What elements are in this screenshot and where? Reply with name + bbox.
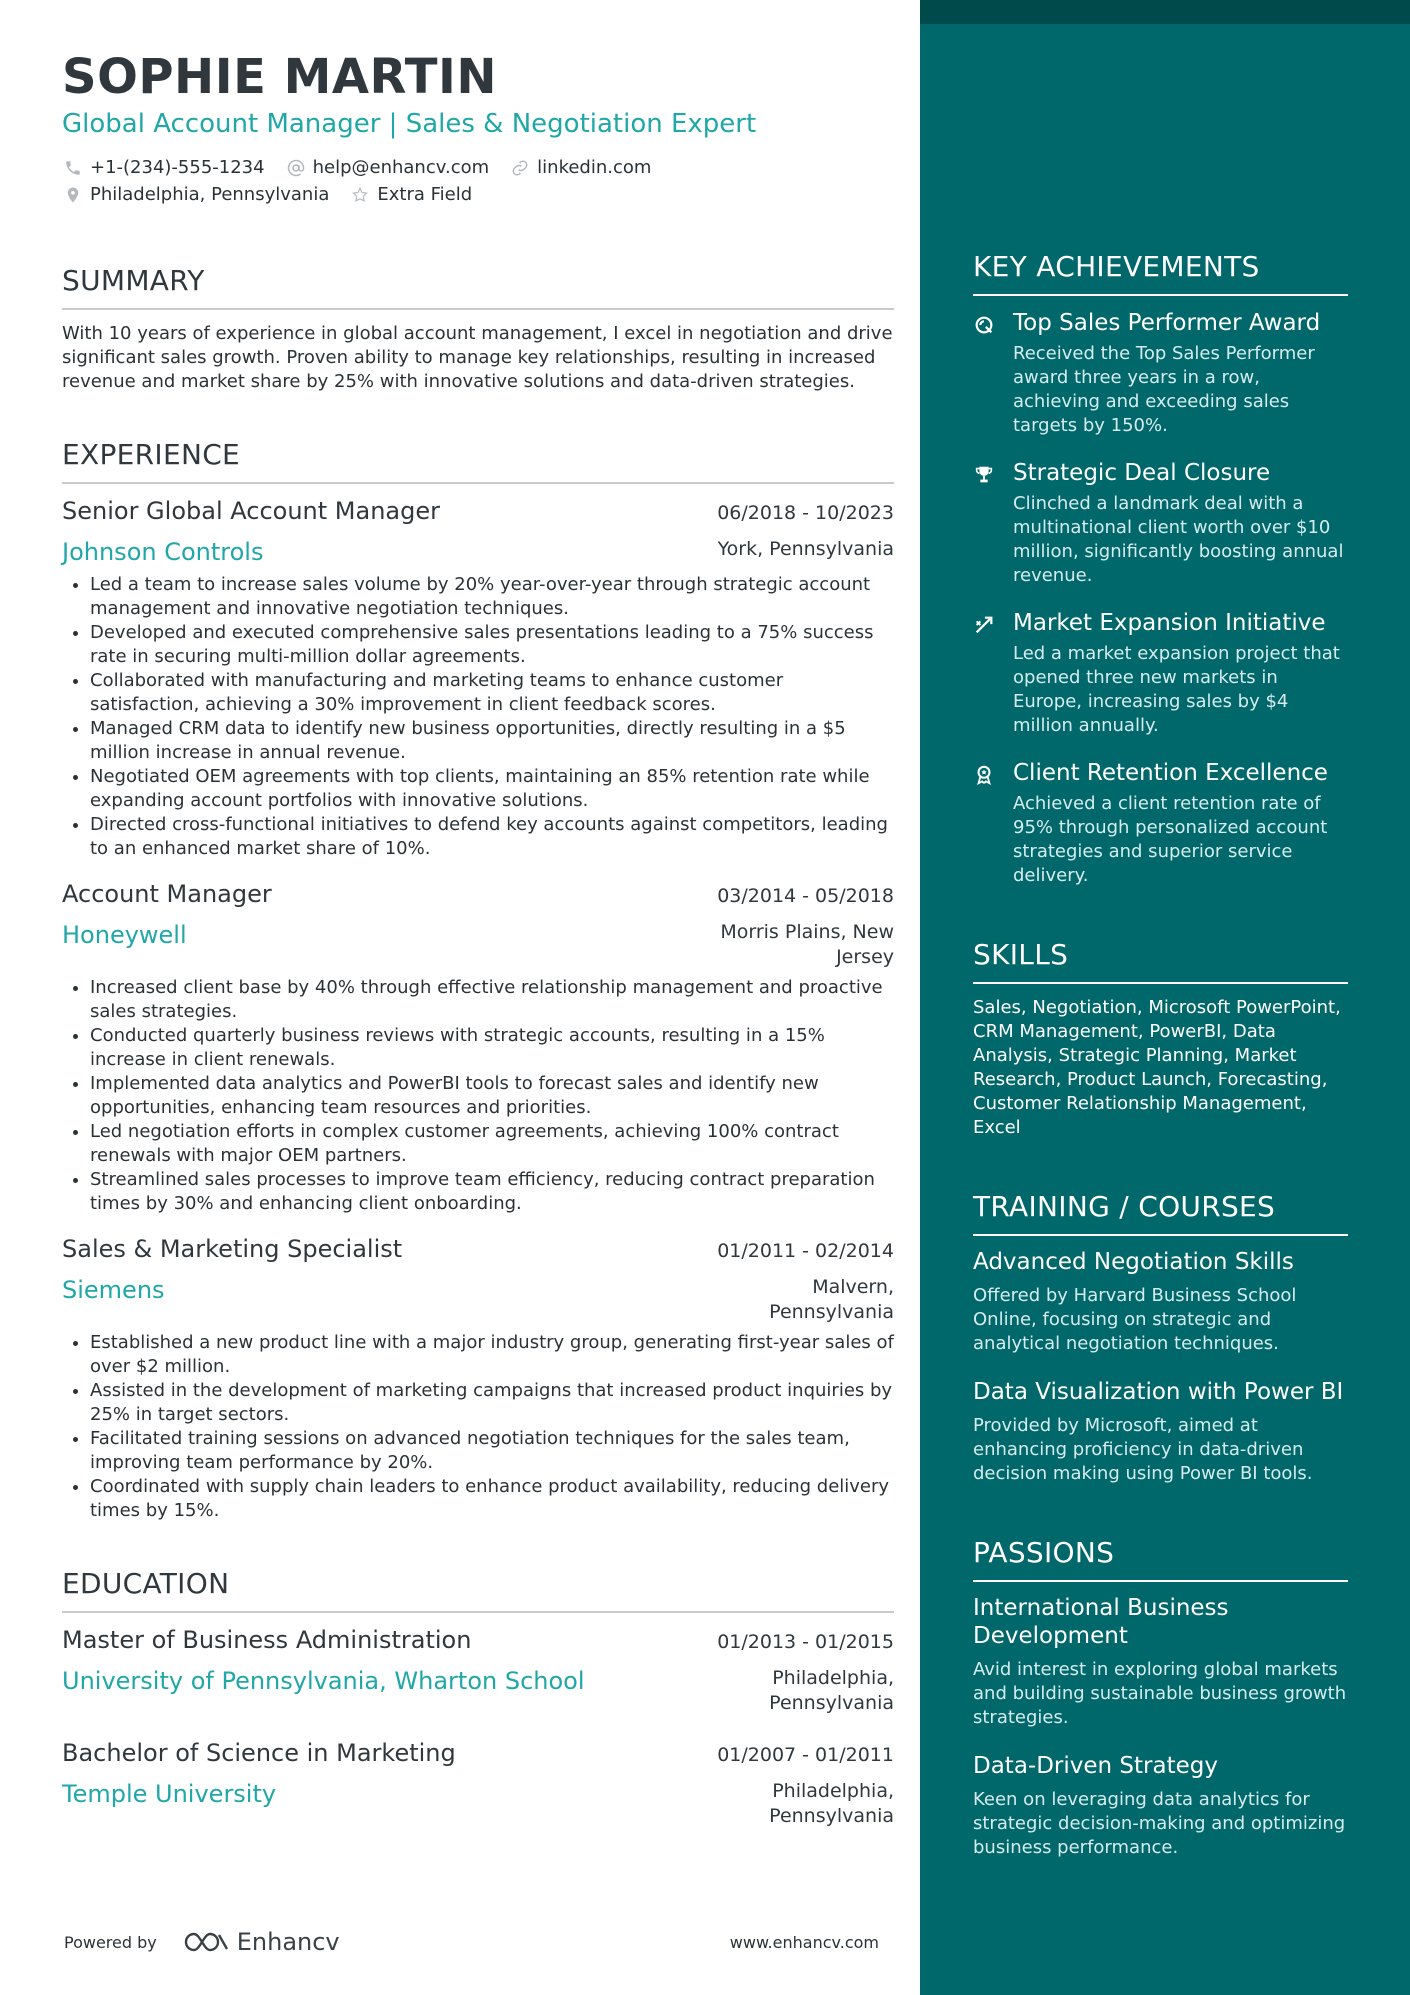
achievement-body — [1013, 308, 1348, 438]
achievement-item — [973, 608, 1348, 738]
passion — [973, 1594, 1348, 1730]
email-text: help@enhancv.com — [312, 157, 490, 178]
section-title: TRAINING / COURSES — [973, 1190, 1348, 1236]
link-icon — [509, 158, 531, 178]
school-location: Philadelphia, Pennsylvania — [769, 1667, 894, 1714]
sidebar-top-band — [920, 0, 1410, 24]
achievement-item — [973, 308, 1348, 438]
bullet-item: • Increased client base by 40% through effective relationship management and proactive sales strategies. — [90, 976, 894, 1024]
achievement-description: Achieved a client retention rate of 95% through personalized account strategies and superior service delivery. — [1013, 793, 1328, 886]
phone-contact[interactable] — [62, 157, 265, 178]
degree-title: Bachelor of Science in Marketing — [62, 1739, 456, 1767]
candidate-name: SOPHIE MARTIN — [62, 49, 498, 105]
job-dates: 01/2011 - 02/2014 — [717, 1240, 894, 1262]
achievement-description: Received the Top Sales Performer award three years in a row, achieving and exceeding sales targets by 150%. — [1013, 343, 1315, 436]
job-title: Senior Global Account Manager — [62, 497, 440, 525]
training-list — [973, 1248, 1348, 1486]
achievements-section — [973, 250, 1348, 888]
location-pin-icon — [62, 185, 84, 205]
entry-subheader — [62, 1779, 894, 1829]
section-title: KEY ACHIEVEMENTS — [973, 250, 1348, 296]
bullet-item: • Developed and executed comprehensive sales presentations leading to a 75% success rate in securing multi-million dollar agreements. — [90, 621, 894, 669]
headline: Global Account Manager | Sales & Negotiation Expert — [62, 109, 757, 139]
education-dates: 01/2007 - 01/2011 — [717, 1744, 894, 1766]
achievement-title: Client Retention Excellence — [1013, 760, 1328, 786]
medal-icon — [973, 308, 995, 438]
award-ribbon-icon — [973, 758, 995, 888]
achievement-title: Market Expansion Initiative — [1013, 610, 1326, 636]
education-entry — [62, 1738, 894, 1829]
bullet-list — [62, 1331, 894, 1523]
section-title: EDUCATION — [62, 1567, 894, 1613]
bullet-item: • Led negotiation efforts in complex customer agreements, achieving 100% contract renewals with major OEM partners. — [90, 1120, 894, 1168]
passion — [973, 1752, 1348, 1860]
school-location: Philadelphia, Pennsylvania — [769, 1780, 894, 1827]
achievement-body — [1013, 608, 1348, 738]
summary-section — [62, 264, 894, 394]
star-icon — [349, 185, 371, 205]
bullet-item: • Coordinated with supply chain leaders to enhance product availability, reducing delivery times by 15%. — [90, 1475, 894, 1523]
bullet-item: • Managed CRM data to identify new business opportunities, directly resulting in a $5 million increase in annual revenue. — [90, 717, 894, 765]
location-text: Philadelphia, Pennsylvania — [90, 184, 330, 205]
company-name[interactable]: Siemens — [62, 1276, 165, 1304]
school-name[interactable]: Temple University — [62, 1780, 277, 1808]
course-description: Offered by Harvard Business School Online, focusing on strategic and analytical negotiation techniques. — [973, 1285, 1297, 1354]
phone-text: +1-(234)-555-1234 — [90, 157, 265, 178]
achievement-title: Top Sales Performer Award — [1013, 310, 1321, 336]
education-list — [62, 1625, 894, 1829]
training-section — [973, 1190, 1348, 1486]
entry-subheader — [62, 1275, 894, 1325]
contact-info — [62, 154, 894, 208]
email-contact[interactable] — [285, 157, 490, 178]
job-location: Malvern, Pennsylvania — [769, 1276, 894, 1323]
bullet-item: • Conducted quarterly business reviews with strategic accounts, resulting in a 15% increase in client renewals. — [90, 1024, 894, 1072]
passion-description: Keen on leveraging data analytics for strategic decision-making and optimizing business performance. — [973, 1789, 1346, 1858]
achievement-item — [973, 458, 1348, 588]
experience-list — [62, 496, 894, 1523]
passion-title: Data-Driven Strategy — [973, 1753, 1218, 1779]
website-link[interactable]: www.enhancv.com — [729, 1932, 879, 1952]
sidebar — [920, 0, 1410, 1995]
experience-entry — [62, 879, 894, 1216]
extra-field-contact — [349, 184, 472, 205]
experience-entry — [62, 496, 894, 861]
bullet-item: • Negotiated OEM agreements with top clients, maintaining an 85% retention rate while expanding account portfolios with innovative solutions. — [90, 765, 894, 813]
course-title: Advanced Negotiation Skills — [973, 1249, 1294, 1275]
trophy-icon — [973, 458, 995, 588]
school-name[interactable]: University of Pennsylvania, Wharton School — [62, 1667, 585, 1695]
company-name[interactable]: Johnson Controls — [62, 538, 264, 566]
linkedin-contact[interactable] — [509, 157, 651, 178]
bullet-item: • Implemented data analytics and PowerBI tools to forecast sales and identify new opportunities, enhancing team resources and priorities. — [90, 1072, 894, 1120]
entry-header — [62, 1738, 894, 1769]
passion-title: International Business Development — [973, 1595, 1229, 1649]
job-dates: 06/2018 - 10/2023 — [717, 502, 894, 524]
bullet-list — [62, 976, 894, 1216]
passion-description: Avid interest in exploring global markets and building sustainable business growth strategies. — [973, 1659, 1347, 1728]
achievement-description: Clinched a landmark deal with a multinational client worth over $10 million, significantly boosting annual revenue. — [1013, 493, 1344, 586]
linkedin-text: linkedin.com — [537, 157, 652, 178]
skills-section — [973, 938, 1348, 1140]
achievements-list — [973, 308, 1348, 888]
expand-arrows-icon — [973, 608, 995, 738]
summary-text: With 10 years of experience in global account management, I excel in negotiation and drive significant sales growth. Proven ability to manage key relationships, resulting in increased revenue and market share by 25% with innovative solutions and data-driven strategies. — [62, 323, 893, 392]
degree-title: Master of Business Administration — [62, 1626, 472, 1654]
entry-header — [62, 1234, 894, 1265]
bullet-item: • Streamlined sales processes to improve team efficiency, reducing contract preparation times by 30% and enhancing client onboarding. — [90, 1168, 894, 1216]
bullet-item: • Led a team to increase sales volume by 20% year-over-year through strategic account management and innovative negotiation techniques. — [90, 573, 894, 621]
job-location: York, Pennsylvania — [717, 538, 894, 560]
powered-by-text: Powered by — [64, 1932, 157, 1952]
education-entry — [62, 1625, 894, 1716]
passions-list — [973, 1594, 1348, 1860]
footer — [64, 1928, 879, 1956]
job-title: Sales & Marketing Specialist — [62, 1235, 403, 1263]
job-location: Morris Plains, New Jersey — [720, 921, 894, 968]
passions-section — [973, 1536, 1348, 1860]
bullet-item: • Directed cross-functional initiatives to defend key accounts against competitors, leading to an enhanced market share of 10%. — [90, 813, 894, 861]
course — [973, 1378, 1348, 1486]
achievement-item — [973, 758, 1348, 888]
phone-icon — [62, 158, 84, 178]
education-dates: 01/2013 - 01/2015 — [717, 1631, 894, 1653]
achievement-body — [1013, 758, 1348, 888]
course-description: Provided by Microsoft, aimed at enhancing proficiency in data-driven decision making using Power BI tools. — [973, 1415, 1313, 1484]
section-title: SKILLS — [973, 938, 1348, 984]
brand-name: Enhancv — [236, 1928, 340, 1956]
course — [973, 1248, 1348, 1356]
entry-header — [62, 879, 894, 910]
skills-text: Sales, Negotiation, Microsoft PowerPoint, CRM Management, PowerBI, Data Analysis, Strategic Planning, Market Research, Product Launch, Forecasting, Customer Relationship Management, Excel — [973, 997, 1341, 1138]
extra-field-text: Extra Field — [377, 184, 473, 205]
achievement-body — [1013, 458, 1348, 588]
entry-header — [62, 1625, 894, 1656]
enhancv-logo-icon — [183, 1930, 229, 1954]
achievement-title: Strategic Deal Closure — [1013, 460, 1271, 486]
brand-credit — [64, 1928, 340, 1956]
achievement-description: Led a market expansion project that opened three new markets in Europe, increasing sales by $4 million annually. — [1013, 643, 1340, 736]
section-title: EXPERIENCE — [62, 438, 894, 484]
location-contact — [62, 184, 329, 205]
section-title: SUMMARY — [62, 264, 894, 310]
entry-subheader — [62, 920, 894, 970]
section-title: PASSIONS — [973, 1536, 1348, 1582]
entry-subheader — [62, 537, 894, 567]
bullet-item: • Facilitated training sessions on advanced negotiation techniques for the sales team, improving team performance by 20%. — [90, 1427, 894, 1475]
enhancv-logo[interactable] — [183, 1928, 340, 1956]
bullet-item: • Assisted in the development of marketing campaigns that increased product inquiries by 25% in target sectors. — [90, 1379, 894, 1427]
entry-subheader — [62, 1666, 894, 1716]
experience-section — [62, 438, 894, 1523]
bullet-item: • Established a new product line with a major industry group, generating first-year sales of over $2 million. — [90, 1331, 894, 1379]
bullet-list — [62, 573, 894, 861]
contact-row — [62, 154, 894, 181]
entry-header — [62, 496, 894, 527]
course-title: Data Visualization with Power BI — [973, 1379, 1344, 1405]
at-sign-icon — [285, 158, 307, 178]
job-dates: 03/2014 - 05/2018 — [717, 885, 894, 907]
contact-row — [62, 181, 894, 208]
experience-entry — [62, 1234, 894, 1523]
company-name[interactable]: Honeywell — [62, 921, 187, 949]
job-title: Account Manager — [62, 880, 272, 908]
education-section — [62, 1567, 894, 1829]
bullet-item: • Collaborated with manufacturing and marketing teams to enhance customer satisfaction, achieving a 30% improvement in client feedback scores. — [90, 669, 894, 717]
